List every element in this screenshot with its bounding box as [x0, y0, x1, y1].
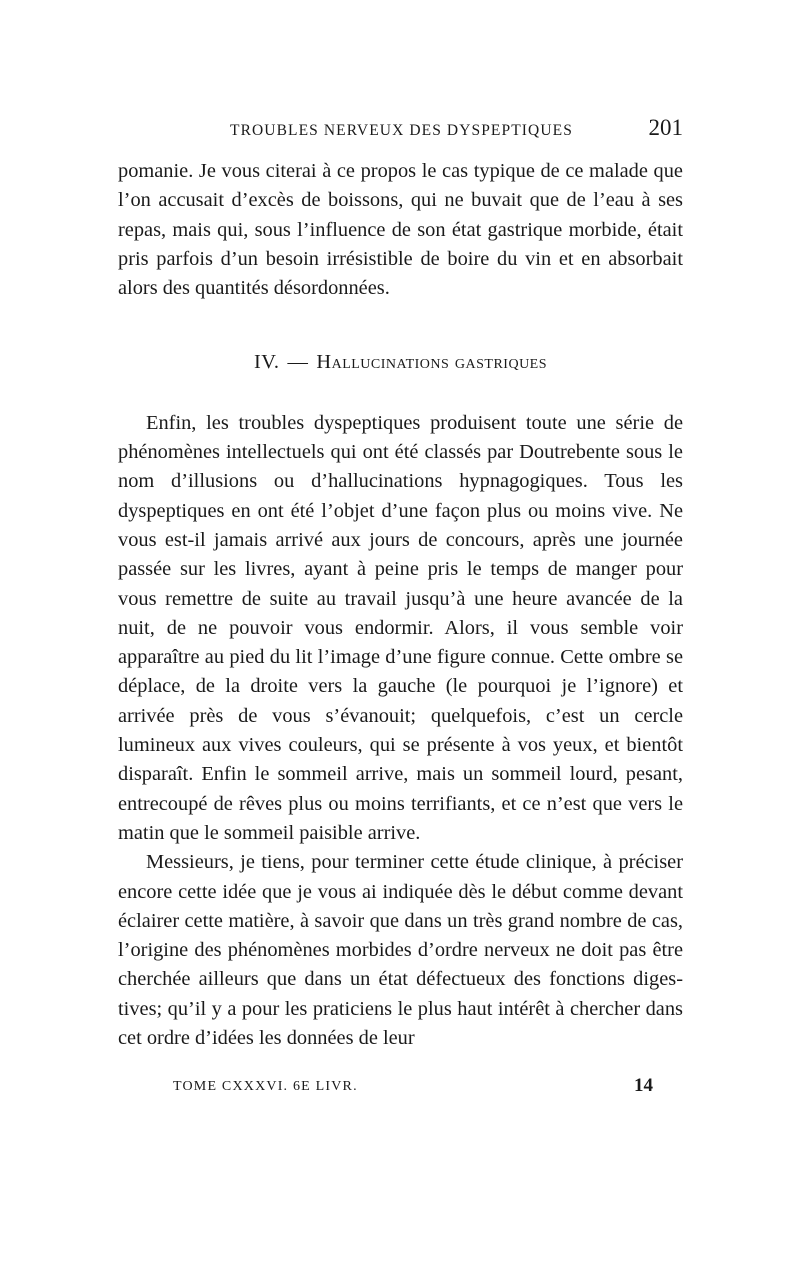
running-title: TROUBLES NERVEUX DES DYSPEPTIQUES: [230, 122, 573, 139]
section-heading: [118, 348, 683, 377]
page-number: 201: [648, 115, 683, 140]
running-head: [118, 115, 683, 148]
footer: [173, 1076, 653, 1102]
section-numeral: IV.: [253, 351, 280, 374]
paragraph-hallucinations: Enfin, les troubles dyspeptiques produisent toute une série de phénomènes intellectuels qui ont été classés par Doutrebente sous le nom d’illusions ou d’hallucinations hypnagogiques. Tous les dyspeptiques en ont été l’objet d’une façon plus ou moins vive. Ne vous est-il jamais arrivé aux jours de concours, après une journée passée sur les livres, ayant à peine pris le temps de manger pour vous remettre de suite au travail jusqu’à une heure avancée de la nuit, de ne pouvoir vous endormir. Alors, il vous semble voir apparaître au pied du lit l’image d’une figure connue. Cette ombre se déplace, de la droite vers la gauche (le pourquoi je l’ignore) et arrivée près de vous s’évanouit; quelquefois, c’est un cercle lumineux aux vives couleurs, qui se présente à vos yeux, et bientôt disparaît. Enfin le sommeil arrive, mais un sommeil lourd, pesant, entrecoupé de rêves plus ou moins terrifiants, et ce n’est que vers le matin que le sommeil paisible arrive.: [118, 411, 683, 844]
printer-signature: TOME CXXXVI. 6E LIVR.: [173, 1079, 358, 1094]
body-text: [118, 157, 683, 1053]
paragraph-continued: pomanie. Je vous citerai à ce propos le cas typique de ce malade que l’on accusait d’excès de boissons, qui ne buvait que de l’eau à ses repas, mais qui, sous l’influence de son état gastrique morbide, était pris parfois d’un besoin irrésistible de boire du vin et en absorbait alors des quantités désordonnées.: [118, 160, 683, 300]
section-title: Hallucinations gastriques: [316, 351, 548, 374]
paragraph-conclusion: Messieurs, je tiens, pour terminer cette étude clinique, à préciser encore cette idée que je vous ai indiquée dès le début comme devant éclairer cette matière, à savoir que dans un très grand nombre de cas, l’origine des phénomènes morbides d’ordre nerveux ne doit pas être cherchée ailleurs que dans un état défectueux des fonctions digestives; qu’il y a pour les praticiens le plus haut intérêt à chercher dans cet ordre d’idées les données de leur: [118, 851, 683, 1050]
signature-number: 14: [634, 1075, 653, 1096]
section-dash: —: [287, 351, 309, 374]
